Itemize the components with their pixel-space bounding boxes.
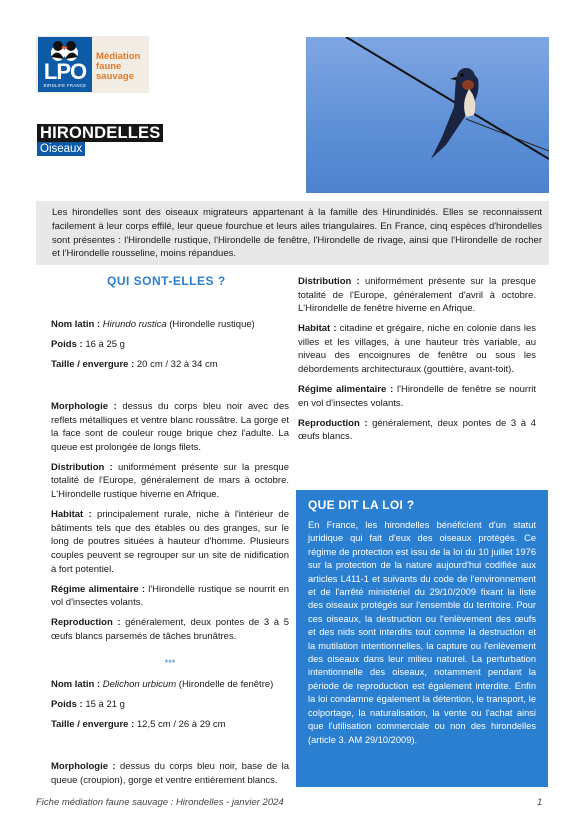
lpo-logo <box>38 37 92 92</box>
logo-brand: LPO <box>43 59 87 84</box>
rustica-details: Morphologie : dessus du corps bleu noir avec des reflets métalliques et ventre blanc roussâtre. La gorge et la face sont de couleur rouge brique chez l'adulte. La queue est prolongée de longs filets. Distribution : uniformément présente sur la presque totalité de l'Europe, généralement de mars à octobre. L'Hirondelle rustique hiverne en Afrique. Habitat : principalement rurale, niche à l'intérieur de bâtiments tels que des étables ou des granges, sur le long de poutres situées à hauteur d'homme. Plusieurs couples peuvent se regrouper sur un site de nidification à fort potentiel. Régime alimentaire : l'Hirondelle rustique se nourrit en vol d'insectes volants. Reproduction : généralement, deux pontes de 3 à 5 œufs blancs parsemés de tâches brunâtres. <box>51 401 289 642</box>
logo-tagline: BIRDLIFE FRANCE <box>43 83 87 88</box>
intro-box <box>36 201 549 265</box>
page-title: HIRONDELLES <box>37 124 163 142</box>
urbicum-morphology: Morphologie : dessus du corps bleu noir, base de la queue (croupion), gorge et ventre entièrement blancs. <box>51 761 290 786</box>
intro-text: Les hirondelles sont des oiseaux migrateurs appartenant à la famille des Hirundinidés. Elles se reconnaissent facilement à leur corps effilé, leur queue fourchue et leurs ailes triangulaires. En France, cinq espèces d'hirondelles sont présentes : l'Hirondelle rustique, l'Hirondelle de fenêtre, l'Hirondelle de rivage, ainsi que l'Hirondelle de rocher et l'Hirondelle rousseline, moins répandues. <box>52 207 542 260</box>
law-text: En France, les hirondelles bénéficient d'un statut juridique qui fait d'eux des oiseaux protégés. Ce régime de protection est issu de la loi du 10 juillet 1976 sur la protection de la nature aujourd'hui codifiée aux articles L411-1 et suivants du code de l'environnement et de l'arrêté ministériel du 29/10/2009 fixant la liste des oiseaux protégés sur l'ensemble du territoire. Pour ces oiseaux, la destruction ou l'enlèvement des œufs et des nids sont interdits tout comme la destruction et la mutilation intentionnelles, la capture ou l'enlèvement des oiseaux dans leur milieu naturel. La perturbation intentionnelle des oiseaux, notamment pendant la période de reproduction est également interdite. Enfin la loi condamne également la détention, le transport, le colportage, la naturalisation, la vente ou l'achat ainsi que l'utilisation commerciale ou non des hirondelles (article 3. AM 29/10/2009). <box>308 520 536 745</box>
swallow-on-wire-illustration <box>306 37 549 193</box>
law-box <box>296 490 548 787</box>
swallow-photo <box>306 37 549 193</box>
puffin-icon <box>38 37 92 61</box>
page-subtitle: Oiseaux <box>37 142 85 156</box>
separator-stars: *** <box>164 658 176 668</box>
page-number: 1 <box>537 797 543 808</box>
rustica-facts: Nom latin : Hirundo rustica (Hirondelle rustique) Poids : 16 à 25 g Taille / envergure : 20 cm / 32 à 34 cm <box>51 319 255 371</box>
logo-mediation-text: Médiation faune sauvage <box>96 51 141 82</box>
urbicum-details: Distribution : uniformément présente sur la presque totalité de l'Europe, généralement d'avril à octobre. L'Hirondelle de fenêtre hiverne en Afrique. Habitat : citadine et grégaire, niche en colonie dans les villes et les villages, à une hauteur très variable, au niveau des encoignures de fenêtre ou sous les débordements architecturaux (gouttière, avant-toit). Régime alimentaire : l'Hirondelle de fenêtre se nourrit en vol d'insectes volants. Reproduction : généralement, deux pontes de 3 à 4 œufs blancs. <box>298 276 537 443</box>
footer-text: Fiche médiation faune sauvage : Hirondelles - janvier 2024 <box>36 797 284 808</box>
urbicum-facts: Nom latin : Delichon urbicum (Hirondelle de fenêtre) Poids : 15 à 21 g Taille / envergure : 12,5 cm / 26 à 29 cm <box>51 679 274 731</box>
section-heading-who: QUI SONT-ELLES ? <box>107 274 226 288</box>
law-title: QUE DIT LA LOI ? <box>308 498 415 512</box>
